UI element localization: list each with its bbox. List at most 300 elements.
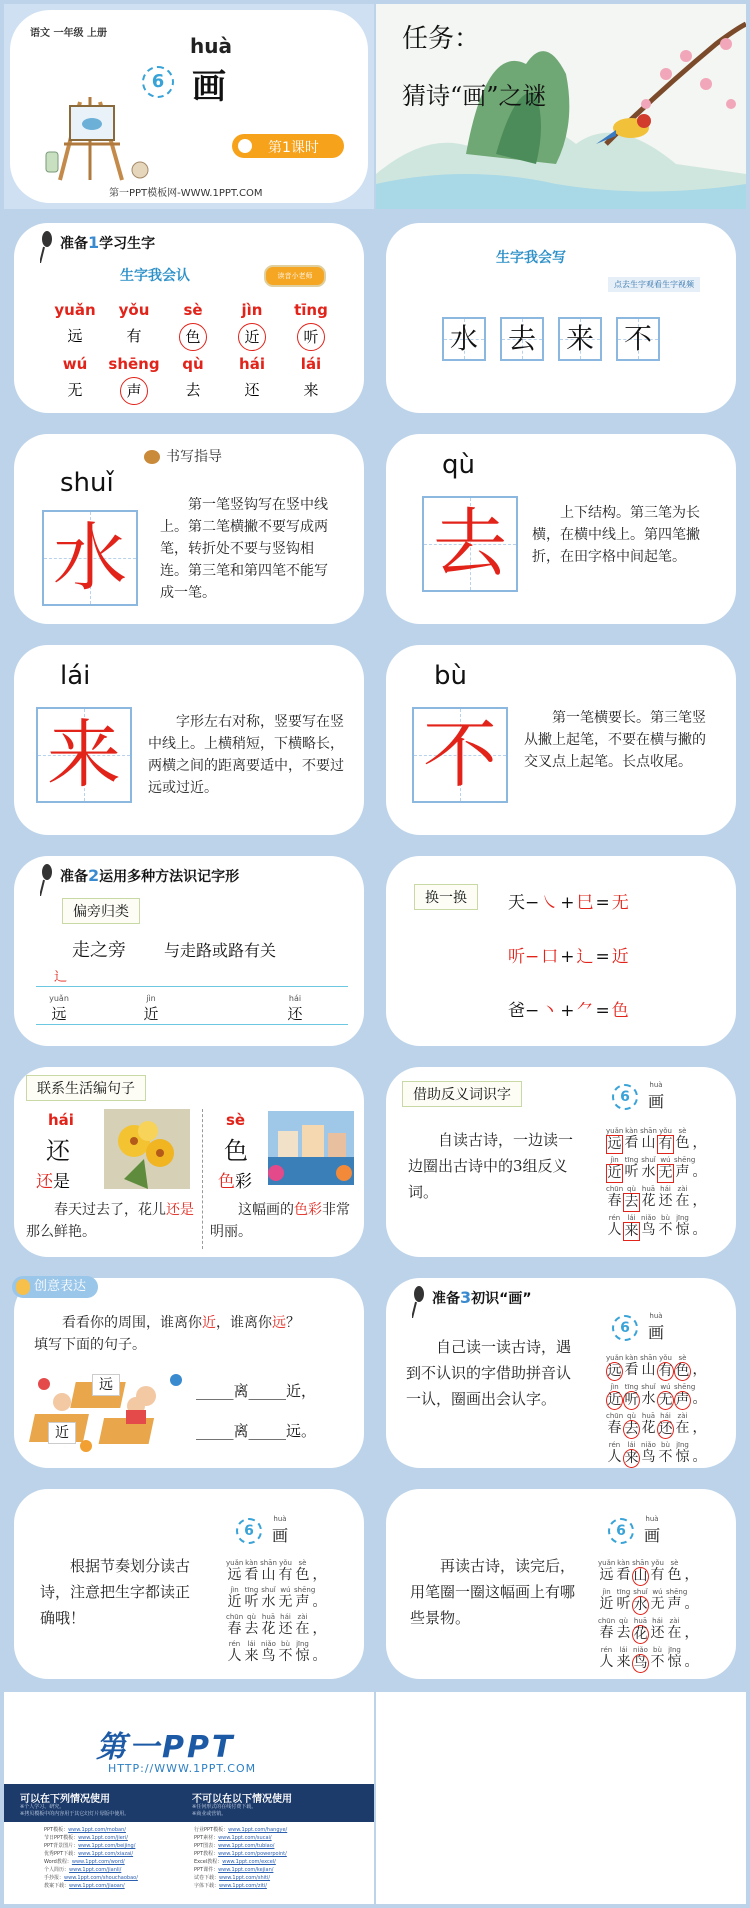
char-pinyin: bù bbox=[434, 661, 467, 691]
lesson-number-icon: 6 bbox=[608, 1518, 634, 1544]
cannot-use-item: ※任何形式的在线付费下载。 bbox=[192, 1804, 257, 1810]
section-heading: 准备1学习生字 bbox=[60, 233, 156, 252]
brand-logo: 第一PPT bbox=[96, 1730, 236, 1765]
poem-char: jìn 近 bbox=[599, 1588, 614, 1612]
char-item bbox=[225, 355, 279, 405]
resource-url[interactable]: www.1ppt.com/shouchaobao/ bbox=[64, 1875, 138, 1881]
resource-url[interactable]: www.1ppt.com/excel/ bbox=[222, 1859, 276, 1865]
char-guide-text: 上下结构。第三笔为长横，在横中线上。第四笔撇折，在田字格中间起笔。 bbox=[532, 505, 700, 565]
poem-char: shuǐ 水 bbox=[641, 1156, 656, 1180]
resource-url[interactable]: www.1ppt.com/hangye/ bbox=[228, 1827, 288, 1833]
poem-char: yuǎn 远 bbox=[226, 1559, 244, 1583]
poem-char: huā 花 bbox=[633, 1617, 648, 1642]
poem-char: zài 在 bbox=[675, 1412, 690, 1436]
poem-char: bù 不 bbox=[650, 1646, 665, 1670]
swap-equation bbox=[508, 942, 631, 967]
poem-char: rén 人 bbox=[607, 1441, 622, 1465]
lesson-number-icon: 6 bbox=[612, 1315, 638, 1341]
resource-label: 教案下载： bbox=[44, 1883, 70, 1889]
poem-char: jīng 惊 bbox=[675, 1441, 690, 1465]
poem-char: kàn 看 bbox=[244, 1559, 259, 1583]
poem-char: yuǎn 远 bbox=[598, 1559, 616, 1583]
char-row-2 bbox=[48, 355, 338, 405]
resource-link[interactable] bbox=[44, 1866, 138, 1874]
poem-char: jìn 近 bbox=[607, 1156, 622, 1181]
poem-char: tīng 听 bbox=[624, 1383, 639, 1408]
task-riddle: 猜诗“画”之谜 bbox=[402, 82, 547, 110]
resource-link[interactable] bbox=[194, 1866, 287, 1874]
char-hanzi[interactable]: 有 bbox=[126, 327, 142, 345]
poem-title bbox=[272, 1515, 288, 1546]
poem-char: rén 人 bbox=[607, 1214, 622, 1238]
slide-scenery[interactable] bbox=[376, 1481, 746, 1686]
char-hanzi[interactable]: 远 bbox=[67, 327, 83, 345]
poem-char: shēng 声 bbox=[674, 1383, 696, 1408]
lesson-number-icon: 6 bbox=[612, 1084, 638, 1110]
slide-creative[interactable] bbox=[4, 1270, 374, 1475]
swap-part: ⺒ bbox=[576, 893, 594, 913]
resource-link[interactable] bbox=[44, 1882, 138, 1890]
resource-link[interactable] bbox=[194, 1858, 287, 1866]
poem-line bbox=[606, 1383, 708, 1410]
poem-title bbox=[648, 1081, 664, 1112]
poem-header bbox=[608, 1515, 660, 1546]
painting-photo bbox=[268, 1111, 354, 1185]
word-pinyin: hái bbox=[288, 994, 302, 1003]
lesson-period-pill: 第1课时 bbox=[232, 134, 344, 158]
lesson-pinyin: huà bbox=[190, 34, 232, 58]
slide-antonyms[interactable] bbox=[376, 1059, 746, 1264]
poem-char: bù 不 bbox=[658, 1441, 673, 1465]
antonym-text: 自读古诗，一边读一边圈出古诗中的3组反义词。 bbox=[408, 1131, 574, 1201]
resource-url[interactable]: www.1ppt.com/word/ bbox=[71, 1859, 125, 1865]
char-item bbox=[166, 301, 220, 351]
poem-char: kàn 看 bbox=[616, 1559, 631, 1583]
char-guide-text: 第一笔横要长。第三笔竖从撇上起笔，不要在横与撇的交叉点上起笔。长点收尾。 bbox=[524, 710, 706, 770]
lesson-number-badge: 6 bbox=[142, 66, 174, 98]
can-use-title: 可以在下列情况使用 bbox=[20, 1794, 110, 1805]
char-pinyin: qù bbox=[442, 450, 475, 480]
poem-char: shān 山 bbox=[640, 1127, 657, 1151]
resource-url[interactable]: www.1ppt.com/xiazai/ bbox=[78, 1851, 134, 1857]
poem-title-pinyin: huà bbox=[649, 1312, 663, 1320]
char-item bbox=[225, 301, 279, 351]
resource-label: 字体下载： bbox=[194, 1883, 220, 1889]
fill-line-near[interactable]: _____离_____近， bbox=[196, 1382, 317, 1400]
lesson-title: 画 bbox=[192, 67, 226, 107]
resource-url[interactable]: www.1ppt.com/moban/ bbox=[68, 1827, 126, 1833]
char-item bbox=[284, 301, 338, 351]
char-hanzi[interactable]: 去 bbox=[185, 381, 201, 399]
resource-url[interactable]: www.1ppt.com/jieri/ bbox=[78, 1835, 128, 1841]
slide-qu[interactable] bbox=[376, 426, 746, 631]
resource-link[interactable] bbox=[194, 1882, 287, 1890]
slide-learn-chars[interactable] bbox=[4, 215, 374, 420]
resource-url[interactable]: www.1ppt.com/shiti/ bbox=[219, 1875, 271, 1881]
can-use-item: ※个人学习、研究。 bbox=[20, 1804, 65, 1810]
char-guide-text: 第一笔竖钩写在竖中线上。第二笔横撇不要写成两笔，转折处不要与竖钩相连。第三笔和第四笔不能写成一笔。 bbox=[160, 497, 328, 601]
cannot-use-title: 不可以在以下情况使用 bbox=[192, 1794, 292, 1805]
resource-link[interactable] bbox=[44, 1874, 138, 1882]
write-char-box[interactable] bbox=[500, 317, 544, 361]
resource-url[interactable]: www.1ppt.com/powerpoint/ bbox=[218, 1851, 287, 1857]
radical-word bbox=[44, 994, 74, 1024]
slide-license[interactable] bbox=[4, 1692, 374, 1904]
swap-part: 丶 bbox=[541, 1001, 559, 1021]
resource-label: 手抄报： bbox=[44, 1875, 65, 1881]
left-char: 还 bbox=[46, 1137, 70, 1165]
char-hanzi[interactable]: 色 bbox=[179, 323, 207, 351]
char-item bbox=[48, 355, 102, 405]
swap-part: = bbox=[595, 1001, 610, 1021]
poem-char: jīng 惊 bbox=[667, 1646, 682, 1670]
poem-line bbox=[606, 1412, 708, 1439]
resource-link[interactable] bbox=[194, 1826, 287, 1834]
resource-link[interactable] bbox=[44, 1858, 138, 1866]
slide-radicals[interactable] bbox=[4, 848, 374, 1053]
slide-know-poem[interactable] bbox=[376, 1270, 746, 1475]
poem-header bbox=[236, 1515, 288, 1546]
poem-char: shēng 声 bbox=[294, 1586, 316, 1610]
poem-char: niǎo 鸟 bbox=[261, 1640, 276, 1664]
poem-char: sè 色 bbox=[295, 1559, 310, 1583]
poem-char: hái 还 bbox=[650, 1617, 665, 1641]
poem-block bbox=[606, 1127, 708, 1243]
write-char: 不 bbox=[623, 322, 652, 355]
poem-title-hanzi: 画 bbox=[272, 1526, 289, 1545]
poem-char: shān 山 bbox=[632, 1559, 649, 1584]
brand-url[interactable]: HTTP://WWW.1PPT.COM bbox=[108, 1762, 257, 1775]
write-char-box[interactable] bbox=[558, 317, 602, 361]
poem-char: rén 人 bbox=[599, 1646, 614, 1670]
poem-char: hái 还 bbox=[278, 1613, 293, 1637]
poem-char: shēng 声 bbox=[674, 1156, 696, 1180]
write-char: 去 bbox=[507, 322, 536, 355]
resource-url[interactable]: www.1ppt.com/beijing/ bbox=[78, 1843, 136, 1849]
swap-part: = bbox=[595, 947, 610, 967]
poem-char: shān 山 bbox=[640, 1354, 657, 1378]
poem-char: yǒu 有 bbox=[278, 1559, 293, 1583]
char-pinyin: shēng bbox=[108, 355, 160, 373]
write-char-box[interactable] bbox=[616, 317, 660, 361]
poem-char: yǒu 有 bbox=[658, 1127, 673, 1152]
resource-label: 优秀PPT下载： bbox=[44, 1851, 79, 1857]
fill-line-far[interactable]: _____离_____远。 bbox=[196, 1422, 317, 1440]
poem-char: ， bbox=[692, 1420, 707, 1436]
poem-char: 。 bbox=[692, 1391, 707, 1407]
poem-line bbox=[598, 1646, 700, 1673]
section-heading: 准备2运用多种方法识记字形 bbox=[60, 866, 240, 885]
cannot-use-item: ※商业或营销。 bbox=[192, 1811, 227, 1817]
char-pinyin: shuǐ bbox=[60, 468, 114, 498]
easel-illustration bbox=[40, 92, 160, 182]
swap-part: ㇏ bbox=[541, 893, 559, 913]
poem-char: lái 来 bbox=[244, 1640, 259, 1664]
swap-part: 天− bbox=[508, 893, 540, 913]
char-pinyin: hái bbox=[239, 355, 265, 373]
char-hanzi[interactable]: 无 bbox=[67, 381, 83, 399]
poem-char: shān 山 bbox=[260, 1559, 277, 1583]
char-pinyin: lái bbox=[300, 355, 322, 373]
bird-icon bbox=[40, 862, 54, 896]
poem-char: 。 bbox=[312, 1648, 327, 1664]
poem-char: tīng 听 bbox=[624, 1156, 639, 1180]
swap-part: + bbox=[560, 893, 575, 913]
swap-part: 听− bbox=[508, 947, 540, 967]
poem-char: qù 去 bbox=[244, 1613, 259, 1637]
poem-char: lái 来 bbox=[624, 1441, 639, 1466]
poem-title-pinyin: huà bbox=[649, 1081, 663, 1089]
poem-title-hanzi: 画 bbox=[644, 1526, 661, 1545]
slide-task[interactable] bbox=[376, 4, 746, 209]
slide-lai[interactable] bbox=[4, 637, 374, 842]
rhythm-text: 根据节奏划分读古诗，注意把生字都读正确哦！ bbox=[40, 1557, 191, 1627]
slide-shui[interactable] bbox=[4, 426, 374, 631]
poem-char: shuǐ 水 bbox=[641, 1383, 656, 1407]
right-sentence: 这幅画的色彩非常明丽。 bbox=[210, 1202, 350, 1240]
swap-tag: 换一换 bbox=[414, 884, 478, 910]
poem-char: yǒu 有 bbox=[658, 1354, 673, 1379]
char-guide-text: 字形左右对称，竖要写在竖中线上。上横稍短，下横略长，两横之间的距离要适中，不要过远或过近。 bbox=[148, 714, 344, 796]
video-hint[interactable]: 点去生字观看生字视频 bbox=[608, 277, 700, 292]
links-left bbox=[44, 1826, 138, 1890]
poem-char: niǎo 鸟 bbox=[641, 1214, 656, 1238]
char-pinyin: sè bbox=[183, 301, 203, 319]
word-hanzi: 近 bbox=[143, 1005, 159, 1023]
poem-char: shuǐ 水 bbox=[633, 1588, 648, 1613]
resource-link[interactable] bbox=[194, 1834, 287, 1842]
char-pinyin: jìn bbox=[241, 301, 263, 319]
char-hanzi[interactable]: 声 bbox=[120, 377, 148, 405]
guide-heading: 书写指导 bbox=[144, 446, 222, 466]
word-pinyin: yuǎn bbox=[49, 994, 69, 1003]
poem-title-hanzi: 画 bbox=[648, 1323, 665, 1342]
char-pinyin: wú bbox=[62, 355, 88, 373]
slide-swap[interactable] bbox=[376, 848, 746, 1053]
resource-link[interactable] bbox=[194, 1850, 287, 1858]
radical-symbol: 辶 bbox=[54, 970, 68, 985]
bird-icon bbox=[412, 1284, 426, 1318]
can-use-list bbox=[20, 1804, 129, 1818]
resource-url[interactable]: www.1ppt.com/sucai/ bbox=[218, 1835, 272, 1841]
poem-line bbox=[226, 1559, 328, 1584]
antonym-tag: 借助反义词识字 bbox=[402, 1081, 522, 1107]
section-heading: 准备3初识“画” bbox=[432, 1288, 532, 1307]
resource-label: PPT课件： bbox=[194, 1867, 219, 1873]
radical-word bbox=[280, 994, 310, 1024]
poem-char: 。 bbox=[692, 1164, 707, 1180]
poem-title-hanzi: 画 bbox=[648, 1092, 665, 1111]
poem-char: jìn 近 bbox=[607, 1383, 622, 1408]
resource-link[interactable] bbox=[44, 1834, 138, 1842]
swap-part: ⺈ bbox=[576, 1001, 594, 1021]
char-hanzi[interactable]: 近 bbox=[238, 323, 266, 351]
poem-char: yuǎn 远 bbox=[606, 1354, 624, 1379]
poem-char: shuǐ 水 bbox=[261, 1586, 276, 1610]
poem-block bbox=[226, 1559, 328, 1667]
lightbulb-icon bbox=[16, 1279, 30, 1295]
links-right bbox=[194, 1826, 287, 1890]
poem-line bbox=[598, 1559, 700, 1586]
poem-char: ， bbox=[692, 1135, 707, 1151]
poem-char: wú 无 bbox=[658, 1156, 673, 1181]
resource-link[interactable] bbox=[44, 1826, 138, 1834]
resource-label: PPT模板： bbox=[44, 1827, 69, 1833]
poem-char: kàn 看 bbox=[624, 1127, 639, 1151]
poem-char: ， bbox=[692, 1193, 707, 1209]
sentence-tag: 联系生活编句子 bbox=[26, 1075, 146, 1101]
poem-char: ， bbox=[684, 1567, 699, 1583]
swap-part: ⼝ bbox=[541, 947, 559, 967]
write-char-grid bbox=[442, 317, 660, 361]
slide-bu[interactable] bbox=[376, 637, 746, 842]
poem-char: zài 在 bbox=[675, 1185, 690, 1209]
slide-sentences[interactable] bbox=[4, 1059, 374, 1264]
poem-block bbox=[606, 1354, 708, 1470]
char-hanzi[interactable]: 还 bbox=[244, 381, 260, 399]
label-far: 远 bbox=[92, 1374, 120, 1396]
left-pinyin: hái bbox=[48, 1111, 74, 1129]
char-hanzi[interactable]: 来 bbox=[303, 381, 319, 399]
snail-icon bbox=[144, 450, 160, 464]
poem-line bbox=[606, 1156, 708, 1183]
poem-char: wú 无 bbox=[650, 1588, 665, 1612]
poem-char: sè 色 bbox=[667, 1559, 682, 1583]
poem-char: qù 去 bbox=[624, 1412, 639, 1437]
radical-word bbox=[136, 994, 166, 1024]
poem-header bbox=[612, 1312, 664, 1343]
right-word: 色彩 bbox=[218, 1172, 252, 1192]
resource-url[interactable]: www.1ppt.com/kejian/ bbox=[218, 1867, 274, 1873]
radical-name: 走之旁 bbox=[72, 940, 126, 961]
poem-char: sè 色 bbox=[675, 1354, 690, 1379]
resource-label: 个人简历： bbox=[44, 1867, 70, 1873]
poem-char: ， bbox=[312, 1567, 327, 1583]
char-hanzi[interactable]: 听 bbox=[297, 323, 325, 351]
poem-char: tīng 听 bbox=[616, 1588, 631, 1612]
poem-char: ， bbox=[684, 1625, 699, 1641]
write-char-box[interactable] bbox=[442, 317, 486, 361]
word-pinyin: jìn bbox=[146, 994, 156, 1003]
char-row-1 bbox=[48, 301, 338, 351]
poem-char: niǎo 鸟 bbox=[641, 1441, 656, 1465]
poem-header bbox=[612, 1081, 664, 1112]
char-pinyin: tīng bbox=[294, 301, 328, 319]
empty-area bbox=[376, 1692, 746, 1904]
poem-title bbox=[648, 1312, 664, 1343]
poem-char: 。 bbox=[684, 1596, 699, 1612]
poem-char: ， bbox=[312, 1621, 327, 1637]
task-label: 任务： bbox=[402, 24, 481, 54]
char-item bbox=[284, 355, 338, 405]
poem-char: 。 bbox=[312, 1594, 327, 1610]
char-grid: 来 bbox=[36, 707, 132, 803]
poem-char: shēng 声 bbox=[666, 1588, 688, 1612]
swap-part: + bbox=[560, 947, 575, 967]
char-pinyin: qù bbox=[182, 355, 204, 373]
resource-link[interactable] bbox=[44, 1850, 138, 1858]
poem-line bbox=[606, 1185, 708, 1212]
resource-link[interactable] bbox=[194, 1874, 287, 1882]
know-text: 自己读一读古诗，遇到不认识的字借助拼音认一认，圈画出会认字。 bbox=[406, 1338, 572, 1408]
cannot-use-list bbox=[192, 1804, 256, 1818]
poem-char: rén 人 bbox=[227, 1640, 242, 1664]
char-pinyin: yǒu bbox=[118, 301, 150, 319]
resource-link[interactable] bbox=[44, 1842, 138, 1850]
char-item bbox=[107, 301, 161, 351]
resource-url[interactable]: www.1ppt.com/tubiao/ bbox=[218, 1843, 275, 1849]
resource-label: PPT图表： bbox=[194, 1843, 219, 1849]
poem-char: huā 花 bbox=[641, 1412, 656, 1436]
cover-footer: 第一PPT模板网-WWW.1PPT.COM bbox=[109, 188, 263, 199]
char-item bbox=[107, 355, 161, 405]
poem-line bbox=[606, 1441, 708, 1468]
poem-char: bù 不 bbox=[658, 1214, 673, 1238]
poem-char: tīng 听 bbox=[244, 1586, 259, 1610]
radical-desc: 与走路或路有关 bbox=[164, 941, 277, 960]
poem-char: wú 无 bbox=[278, 1586, 293, 1610]
poem-char: chūn 春 bbox=[598, 1617, 616, 1641]
resource-url[interactable]: www.1ppt.com/ziti/ bbox=[219, 1883, 267, 1889]
word-hanzi: 远 bbox=[51, 1005, 67, 1023]
slide-rhythm[interactable] bbox=[4, 1481, 374, 1686]
write-title: 生字我会写 bbox=[496, 250, 566, 266]
resource-url[interactable]: www.1ppt.com/jiaoan/ bbox=[69, 1883, 125, 1889]
char-item bbox=[166, 355, 220, 405]
read-teacher-button[interactable]: 读音小老师 bbox=[264, 265, 326, 287]
poem-title bbox=[644, 1515, 660, 1546]
resource-label: Excel教程： bbox=[194, 1859, 223, 1865]
poem-line bbox=[226, 1640, 328, 1665]
poem-char: qù 去 bbox=[624, 1185, 639, 1210]
resource-label: Word教程： bbox=[44, 1859, 72, 1865]
slide-cover[interactable] bbox=[4, 4, 374, 209]
resource-link[interactable] bbox=[194, 1842, 287, 1850]
poem-char: bù 不 bbox=[278, 1640, 293, 1664]
poem-char: jīng 惊 bbox=[675, 1214, 690, 1238]
poem-char: yǒu 有 bbox=[650, 1559, 665, 1583]
swap-part: 色 bbox=[611, 1001, 629, 1021]
char-item bbox=[48, 301, 102, 351]
right-pinyin: sè bbox=[226, 1111, 246, 1129]
creative-question: 看看你的周围，谁离你近，谁离你远？ 填写下面的句子。 bbox=[34, 1315, 300, 1353]
poem-char: sè 色 bbox=[675, 1127, 690, 1151]
slide-write-chars[interactable] bbox=[376, 215, 746, 420]
resource-label: PPT教程： bbox=[194, 1851, 219, 1857]
poem-line bbox=[226, 1586, 328, 1611]
poem-char: huā 花 bbox=[641, 1185, 656, 1209]
resource-url[interactable]: www.1ppt.com/jianli/ bbox=[69, 1867, 122, 1873]
swap-part: + bbox=[560, 1001, 575, 1021]
resource-label: 行业PPT模板： bbox=[194, 1827, 229, 1833]
poem-char: lái 来 bbox=[624, 1214, 639, 1239]
radical-tag: 偏旁归类 bbox=[62, 898, 140, 924]
poem-char: zài 在 bbox=[667, 1617, 682, 1641]
poem-char: hái 还 bbox=[658, 1185, 673, 1209]
poem-char: zài 在 bbox=[295, 1613, 310, 1637]
char-grid: 不 bbox=[412, 707, 508, 803]
swap-equation bbox=[508, 996, 631, 1021]
poem-line bbox=[606, 1214, 708, 1241]
swap-part: 近 bbox=[611, 947, 629, 967]
write-char: 水 bbox=[449, 322, 478, 355]
right-char: 色 bbox=[224, 1137, 248, 1165]
poem-line bbox=[606, 1354, 708, 1381]
poem-char: jīng 惊 bbox=[295, 1640, 310, 1664]
poem-char: ， bbox=[692, 1362, 707, 1378]
left-word: 还是 bbox=[36, 1172, 70, 1192]
can-use-item: ※拷贝模板中的内容用于其它幻灯片母版中使用。 bbox=[20, 1811, 130, 1817]
